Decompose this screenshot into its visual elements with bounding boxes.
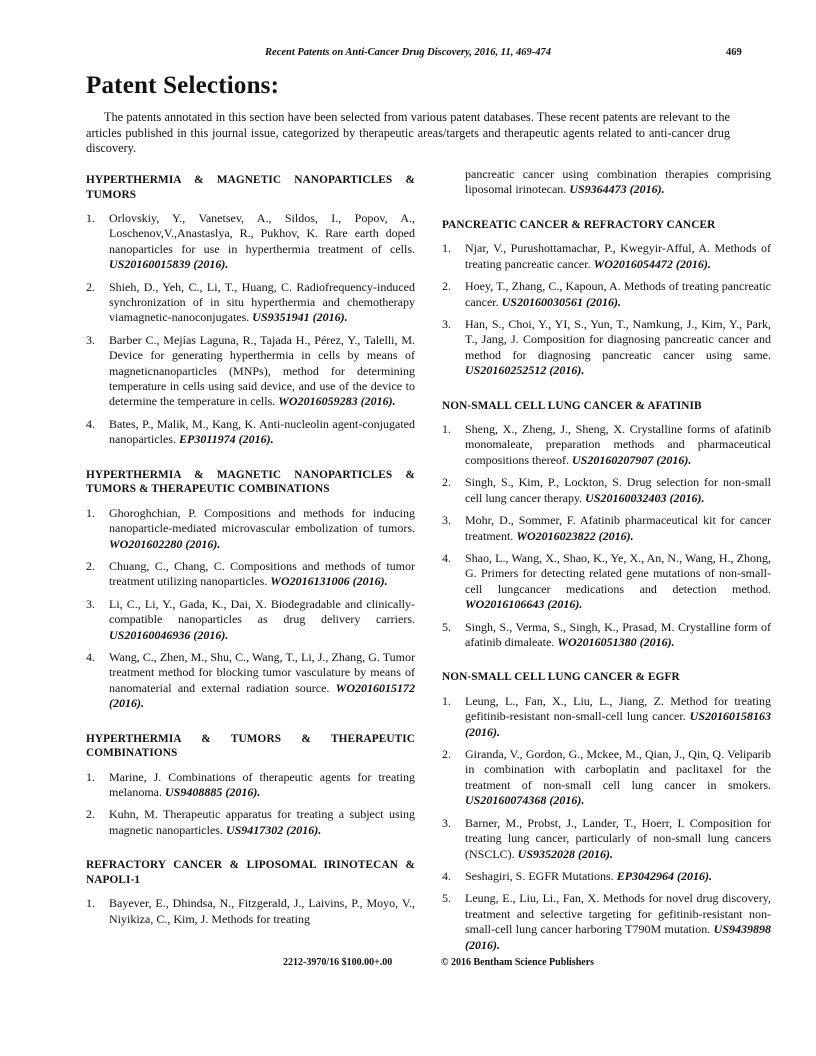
citation-text: Bayever, E., Dhindsa, N., Fitzgerald, J., Laivins, P., Moyo, V., Niyikiza, C., Kim, J. Methods for treating [109, 896, 415, 926]
item-number: 4. [442, 868, 451, 883]
citation-text: Seshagiri, S. EGFR Mutations. [465, 868, 614, 883]
journal-pages: 469-474 [515, 47, 551, 58]
patent-number: WO2016059283 (2016). [278, 394, 396, 409]
section-heading: HYPERTHERMIA & MAGNETIC NANOPARTICLES & TUMORS [86, 174, 415, 201]
citation-text: Hoey, T., Zhang, C., Kapoun, A. Methods of treating pancreatic cancer. [465, 279, 771, 309]
patent-number: US9439898 (2016). [465, 922, 772, 952]
citation-text: Barner, M., Probst, J., Lander, T., Hoerr, I. Composition for treating lung cancer, particularly of non-small lung cancers (NSCLC). [465, 815, 771, 861]
patent-list [86, 211, 415, 448]
patent-number: WO2016106643 (2016). [465, 597, 583, 612]
page-number: 469 [726, 47, 742, 58]
patent-number: US9364473 (2016). [569, 182, 665, 197]
item-number: 2. [442, 475, 451, 490]
item-number: 1. [442, 693, 451, 708]
section-heading: HYPERTHERMIA & TUMORS & THERAPEUTIC COMBINATIONS [86, 732, 415, 760]
item-number: 1. [86, 896, 95, 911]
citation-text: Leung, E., Liu, Li., Fan, X. Methods for novel drug discovery, treatment and selective targeting for gefitinib-resistant non-small-cell lung cancer harboring T790M mutation. [465, 891, 771, 937]
item-number: 2. [86, 807, 95, 822]
citation-text: Singh, S., Kim, P., Lockton, S. Drug selection for non-small cell lung cancer therapy. [465, 475, 771, 505]
list-item [86, 650, 415, 712]
patent-list [442, 694, 771, 953]
citation-text: Chuang, C., Chang, C. Compositions and methods of tumor treatment utilizing nanoparticles. [109, 558, 415, 589]
item-number: 4. [442, 550, 451, 565]
running-header [0, 47, 816, 63]
item-number: 1. [442, 422, 451, 437]
citation-text: Orlovskiy, Y., Vanetsev, A., Sildos, I., Popov, A., Loschenov,V.,Anastaslya, R., Pukhov, K. Rare earth doped nanoparticles for use in hyperthermia treatment of cells. [109, 211, 415, 256]
list-item [442, 551, 771, 613]
patent-number: US20160074368 (2016). [465, 793, 585, 808]
journal-citation [0, 47, 816, 58]
item-number: 1. [86, 211, 95, 225]
list-item [442, 317, 771, 379]
citation-text: Kuhn, M. Therapeutic apparatus for treating a subject using magnetic nanoparticles. [109, 807, 415, 837]
list-item [442, 891, 771, 953]
journal-volume: 11, [500, 47, 514, 58]
list-item [442, 513, 771, 544]
list-item [86, 280, 415, 326]
item-number: 3. [86, 596, 95, 611]
patent-number: US20160032403 (2016). [585, 490, 705, 505]
list-item [442, 816, 771, 862]
list-item [86, 896, 415, 927]
patent-list [86, 770, 415, 839]
section-heading: NON-SMALL CELL LUNG CANCER & AFATINIB [442, 399, 702, 412]
item-number: 5. [442, 619, 451, 634]
citation-text: Wang, C., Zhen, M., Shu, C., Wang, T., Li, J., Zhang, G. Tumor treatment method for blocking tumor vasculature by means of nanomaterial and external radiation source. [109, 649, 415, 695]
list-item [86, 770, 415, 801]
patent-number: WO2016131006 (2016). [270, 574, 388, 589]
list-item [442, 241, 771, 272]
item-number: 3. [442, 316, 451, 331]
list-item [86, 807, 415, 838]
citation-text: Bates, P., Malik, M., Kang, K. Anti-nucleolin agent-conjugated nanoparticles. [109, 416, 415, 447]
patent-number: US20160015839 (2016). [109, 257, 229, 272]
list-item [442, 422, 771, 468]
patent-number: US9352028 (2016). [517, 846, 614, 861]
citation-text: Giranda, V., Gordon, G., Mckee, M., Qian, J., Qin, Q. Veliparib in combination with carboplatin and paclitaxel for the treatment of non-small cell lung cancer in smokers. [465, 747, 771, 792]
citation-text: Ghoroghchian, P. Compositions and methods for inducing nanoparticle-mediated microvascular embolization of tumors. [109, 505, 415, 536]
item-number: 3. [442, 815, 451, 830]
journal-name: Recent Patents on Anti-Cancer Drug Discovery, [265, 47, 472, 58]
patent-number: US20160046936 (2016). [109, 627, 229, 642]
list-item [442, 694, 771, 740]
patent-list [86, 506, 415, 712]
item-number: 1. [442, 241, 451, 256]
list-item [442, 869, 771, 884]
item-number: 1. [86, 505, 95, 520]
citation-text: Shieh, D., Yeh, C., Li, T., Huang, C. Radiofrequency-induced synchronization of in situ hyperthermia and chemotherapy viamagnetic-nanoconjugates. [109, 279, 415, 325]
citation-text: Shao, L., Wang, X., Shao, K., Ye, X., An, N., Wang, H., Zhong, G. Primers for detecting related gene mutations of non-small-cell lungcancer medications and detection method. [465, 550, 771, 596]
patent-list [86, 896, 415, 927]
list-item [442, 475, 771, 506]
patent-number: US9408885 (2016). [164, 784, 261, 799]
patent-number: US9417302 (2016). [225, 822, 322, 837]
continued-citation [442, 167, 771, 198]
list-item [86, 333, 415, 410]
section-heading: NON-SMALL CELL LUNG CANCER & EGFR [442, 671, 680, 684]
item-number: 2. [86, 279, 95, 294]
citation-text: Han, S., Choi, Y., YI, S., Yun, T., Namkung, J., Kim, Y., Park, T., Jang, J. Composition for diagnosing pancreatic cancer and method for diagnosing pancreatic cancer using same. [465, 316, 771, 362]
intro-paragraph: The patents annotated in this section have been selected from various patent databases. These recent patents are relevant to the articles published in this journal issue, categorized by therapeutic areas/targets and therapeutic agents related to anti-cancer drug discovery. [86, 110, 730, 156]
item-number: 2. [442, 279, 451, 294]
citation-text: Singh, S., Verma, S., Singh, K., Prasad, M. Crystalline form of afatinib dimaleate. [465, 619, 771, 649]
citation-text: Sheng, X., Zheng, J., Sheng, X. Crystalline forms of afatinib monomaleate, preparation methods and pharmaceutical compositions thereof. [465, 422, 771, 467]
section-heading: REFRACTORY CANCER & LIPOSOMAL IRINOTECAN & NAPOLI-1 [86, 859, 415, 886]
issn-price: 2212-3970/16 $100.00+.00 [283, 957, 393, 968]
journal-year: 2016, [474, 47, 499, 58]
item-number: 4. [86, 649, 95, 664]
citation-text: Mohr, D., Sommer, F. Afatinib pharmaceutical kit for cancer treatment. [465, 513, 771, 543]
citation-text: Li, C., Li, Y., Gada, K., Dai, X. Biodegradable and clinically-compatible nanoparticles as drug delivery carriers. [109, 596, 415, 627]
citation-text: Leung, L., Fan, X., Liu, L., Jiang, Z. Method for treating gefitinib-resistant non-small-cell lung cancer. [465, 693, 771, 724]
item-number: 2. [442, 747, 451, 762]
page-title: Patent Selections: [86, 72, 280, 99]
patent-number: WO201602280 (2016). [109, 536, 221, 551]
item-number: 2. [86, 558, 95, 573]
item-number: 3. [86, 332, 95, 347]
section-heading: HYPERTHERMIA & MAGNETIC NANOPARTICLES & TUMORS & THERAPEUTIC COMBINATIONS [86, 468, 415, 496]
section-heading: PANCREATIC CANCER & REFRACTORY CANCER [442, 218, 716, 231]
list-item [86, 597, 415, 643]
patent-number: WO2016051380 (2016). [557, 634, 675, 649]
patent-number: US20160158163 (2016). [465, 709, 771, 739]
list-item [442, 279, 771, 310]
citation-text: Marine, J. Combinations of therapeutic agents for treating melanoma. [109, 769, 415, 799]
left-column [86, 173, 415, 947]
patent-number: WO2016015172 (2016). [109, 680, 415, 711]
patent-number: US20160252512 (2016). [465, 363, 585, 378]
patent-number: US9351941 (2016). [252, 310, 348, 325]
citation-text: Njar, V., Purushottamachar, P., Kwegyir-Afful, A. Methods of treating pancreatic cancer. [465, 241, 771, 271]
item-number: 1. [86, 769, 95, 784]
item-number: 4. [86, 416, 95, 431]
list-item [86, 559, 415, 590]
list-item [442, 747, 771, 809]
citation-text: Barber C., Mejías Laguna, R., Tajada H., Pérez, Y., Talelli, M. Device for generating hyperthermia in cells by means of magneticnanoparticles (MNPs), method for determining temperature in cells using said device, and use of the device to determine the temperature in cells. [109, 332, 415, 409]
list-item [86, 506, 415, 552]
patent-number: US20160030561 (2016). [501, 294, 621, 309]
list-item [86, 417, 415, 448]
patent-list [442, 241, 771, 378]
list-item [442, 620, 771, 651]
citation-text: pancreatic cancer using combination therapies comprising liposomal irinotecan. [465, 167, 771, 197]
right-column [442, 167, 771, 973]
patent-number: US20160207907 (2016). [571, 452, 692, 467]
item-number: 3. [442, 513, 451, 528]
copyright: © 2016 Bentham Science Publishers [441, 957, 595, 968]
item-number: 5. [442, 891, 451, 906]
patent-number: WO2016054472 (2016). [593, 256, 711, 271]
patent-number: EP3011974 (2016). [178, 432, 274, 447]
patent-number: WO2016023822 (2016). [516, 528, 634, 543]
list-item [86, 211, 415, 273]
patent-number: EP3042964 (2016). [616, 868, 713, 883]
patent-list [442, 422, 771, 650]
